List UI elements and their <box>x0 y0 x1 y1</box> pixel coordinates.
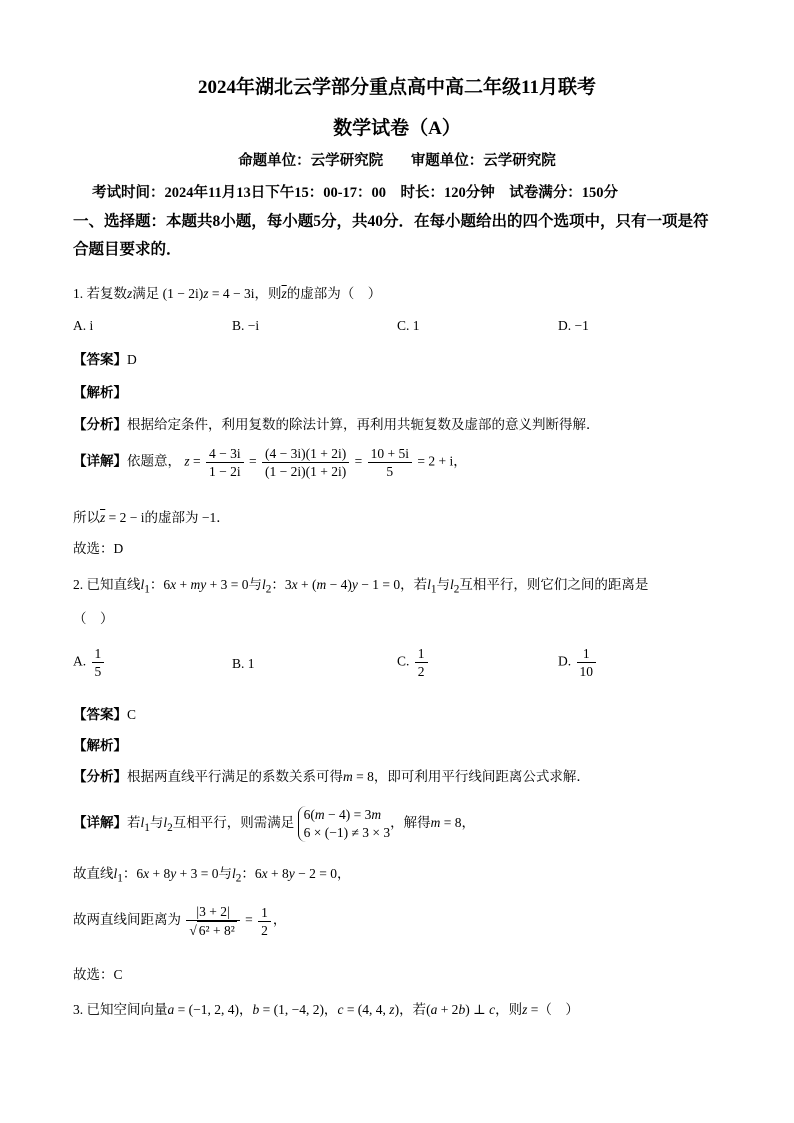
q3-stem: 3. 已知空间向量a = (−1, 2, 4)，b = (1, −4, 2)，c = (4, 4, z)，若(a + 2b) ⊥ c，则z =（ ） <box>73 1002 579 1017</box>
q1-option-c: C. 1 <box>397 318 420 333</box>
q1-fenxi: 【分析】根据给定条件，利用复数的除法计算，再利用共轭复数及虚部的意义判断得解． <box>73 417 600 432</box>
q2-stem-paren: （ ） <box>73 611 114 626</box>
q2-option-a: A. $\frac{1}{5}$ <box>73 645 106 680</box>
q2-option-b: B. 1 <box>232 656 255 671</box>
q2-choose: 故选：C <box>73 967 123 982</box>
q1-option-b: B. −i <box>232 318 260 333</box>
q1-stem: 1. 若复数z满足 (1 − 2i)z = 4 − 3i，则$\overline{z}$的虚部为（ ） <box>73 286 382 301</box>
q2-stem: 2. 已知直线$l_1$：6x + my + 3 = 0与$l_2$：3x + (m − 4)y − 1 = 0，若$l_1$与$l_2$互相平行，则它们之间的距离是 <box>73 577 649 596</box>
q1-option-d: D. −1 <box>558 318 589 333</box>
section-heading: 一、选择题：本题共8小题，每小题5分，共40分．在每小题给出的四个选项中，只有一项是符合题目要求的． <box>73 213 709 258</box>
exam-info: 考试时间：2024年11月13日下午15：00-17：00 时长：120分钟 试卷满分：150分 <box>92 185 619 201</box>
exam-units <box>0 149 794 170</box>
q2-lines: 故直线$l_1$：6x + 8y + 3 = 0与$l_2$：6x + 8y − 2 = 0， <box>73 866 351 885</box>
q2-distance: 故两直线间距离为 $\frac{|3 + 2|}{\text{√ 6² + 8²}}$ = $\frac{1}{2}$ ， <box>73 904 287 938</box>
reviewer-unit: 审题单位：云学研究院 <box>410 153 556 169</box>
q1-analysis-tag: 【解析】 <box>73 385 127 400</box>
q2-fenxi: 【分析】根据两直线平行满足的系数关系可得m = 8，即可利用平行线间距离公式求解． <box>73 769 590 784</box>
exam-title: 2024年湖北云学部分重点高中高二年级11月联考 <box>198 77 596 98</box>
exam-subtitle: 数学试卷（A） <box>333 118 461 139</box>
q2-analysis-tag: 【解析】 <box>73 738 127 753</box>
q1-answer: 【答案】D <box>73 352 137 367</box>
proposer-unit: 命题单位：云学研究院 <box>238 153 384 169</box>
q2-xiangjie: 【详解】若$l_1$与$l_2$互相平行，则需满足 6(m − 4) = 3m 6 × (−1) ≠ 3 × 3 ，解得m = 8， <box>73 807 476 840</box>
q2-answer: 【答案】C <box>73 707 137 722</box>
q2-option-c: C. $\frac{1}{2}$ <box>397 645 430 680</box>
q1-conclusion: 所以$\overline{z} = 2 - i$的虚部为 −1． <box>73 510 230 525</box>
q1-choose: 故选：D <box>73 541 124 556</box>
q1-xiangjie: 【详解】依题意， z = $\frac{4 - 3i}{1 - 2i}$ = $\frac{(4 - 3i)(1 + 2i)}{(1 - 2i)(1 + 2i)}$ = $\frac{10 + 5i}{5}$ = 2 + i， <box>73 446 467 479</box>
q1-option-a: A. i <box>73 318 94 333</box>
q2-option-d: D. $\frac{1}{10}$ <box>558 645 598 680</box>
